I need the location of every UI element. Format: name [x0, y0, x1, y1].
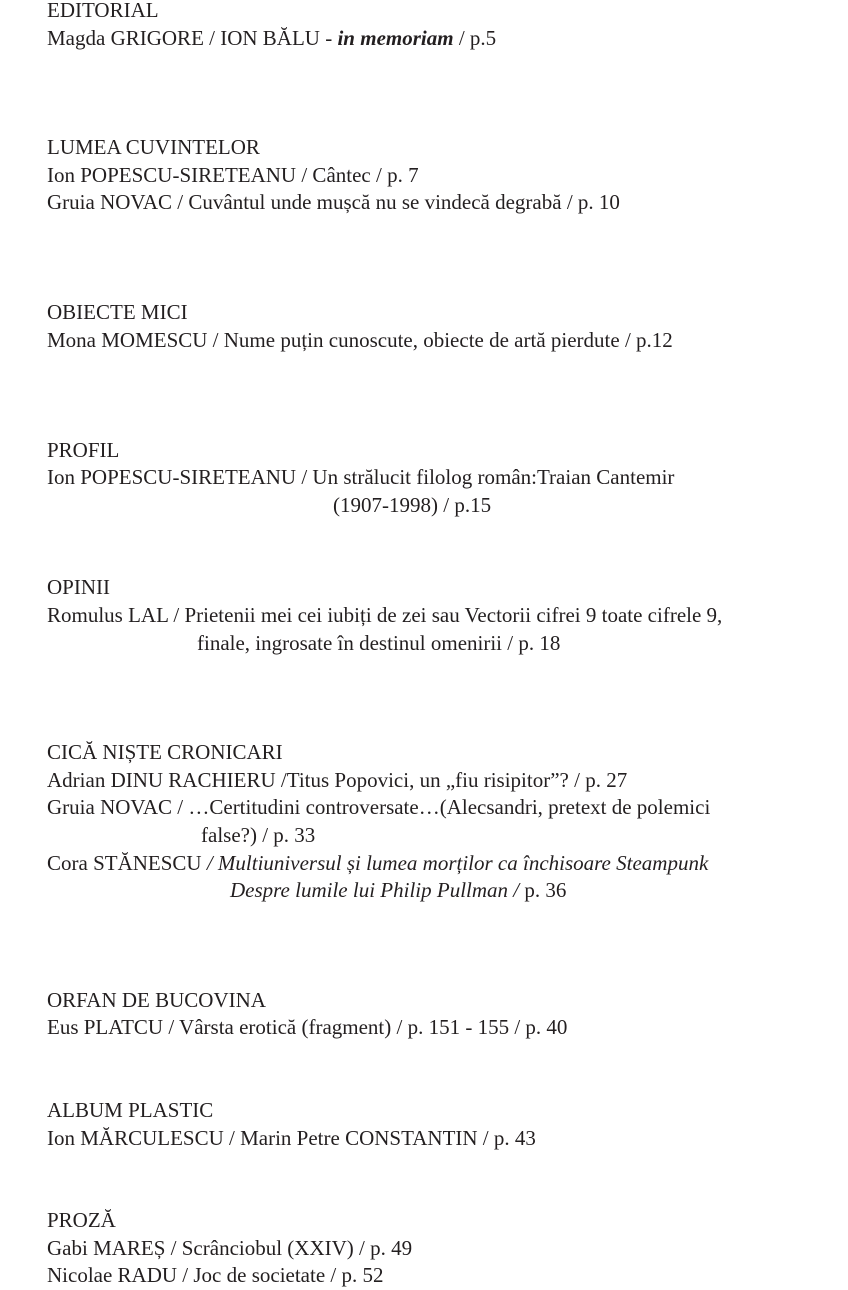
section-heading-obiecte-mici: OBIECTE MICI: [47, 300, 188, 324]
toc-entry: Gruia NOVAC / …Certitudini controversate…(Alecsandri, pretext de polemici: [47, 795, 711, 819]
section-heading-profil: PROFIL: [47, 438, 120, 462]
toc-entry: Nicolae RADU / Joc de societate / p. 52: [47, 1263, 384, 1287]
entry-emphasis: / Multiuniversul și lumea morților ca închisoare Steampunk: [206, 851, 709, 875]
toc-entry-continuation: (1907-1998) / p.15: [333, 493, 492, 517]
toc-entry-continuation: false?) / p. 33: [201, 823, 316, 847]
toc-entry-continuation: finale, ingrosate în destinul omenirii / p. 18: [197, 631, 561, 655]
toc-entry: Gabi MAREȘ / Scrânciobul (XXIV) / p. 49: [47, 1236, 413, 1260]
toc-entry: Eus PLATCU / Vârsta erotică (fragment) / p. 151 - 155 / p. 40: [47, 1015, 568, 1039]
section-heading-opinii: OPINII: [47, 575, 110, 599]
entry-emphasis: Despre lumile lui Philip Pullman /: [230, 878, 520, 902]
section-heading-editorial: EDITORIAL: [47, 0, 159, 22]
toc-entry: Ion POPESCU-SIRETEANU / Un strălucit filolog român:Traian Cantemir: [47, 465, 675, 489]
entry-prefix: Magda GRIGORE / ION BĂLU -: [47, 26, 338, 50]
section-heading-orfan-de-bucovina: ORFAN DE BUCOVINA: [47, 988, 266, 1012]
toc-entry: Gruia NOVAC / Cuvântul unde mușcă nu se vindecă degrabă / p. 10: [47, 190, 620, 214]
entry-prefix: Cora STĂNESCU: [47, 851, 207, 875]
section-heading-lumea-cuvintelor: LUMEA CUVINTELOR: [47, 135, 260, 159]
entry-suffix: p. 36: [519, 878, 567, 902]
entry-emphasis: in memoriam: [337, 26, 454, 50]
toc-entry-continuation: [230, 876, 566, 904]
toc-entry: Ion MĂRCULESCU / Marin Petre CONSTANTIN / p. 43: [47, 1126, 536, 1150]
section-heading-cica-niste-cronicari: CICĂ NIȘTE CRONICARI: [47, 740, 283, 764]
toc-entry: [47, 24, 496, 52]
toc-entry: Mona MOMESCU / Nume puțin cunoscute, obiecte de artă pierdute / p.12: [47, 328, 673, 352]
toc-entry: Adrian DINU RACHIERU /Titus Popovici, un „fiu risipitor”? / p. 27: [47, 768, 628, 792]
section-heading-proza: PROZĂ: [47, 1208, 116, 1232]
section-heading-album-plastic: ALBUM PLASTIC: [47, 1098, 214, 1122]
toc-entry: Romulus LAL / Prietenii mei cei iubiți de zei sau Vectorii cifrei 9 toate cifrele 9,: [47, 603, 723, 627]
entry-suffix: / p.5: [453, 26, 497, 50]
toc-entry: Ion POPESCU-SIRETEANU / Cântec / p. 7: [47, 163, 419, 187]
toc-entry: [47, 849, 708, 877]
